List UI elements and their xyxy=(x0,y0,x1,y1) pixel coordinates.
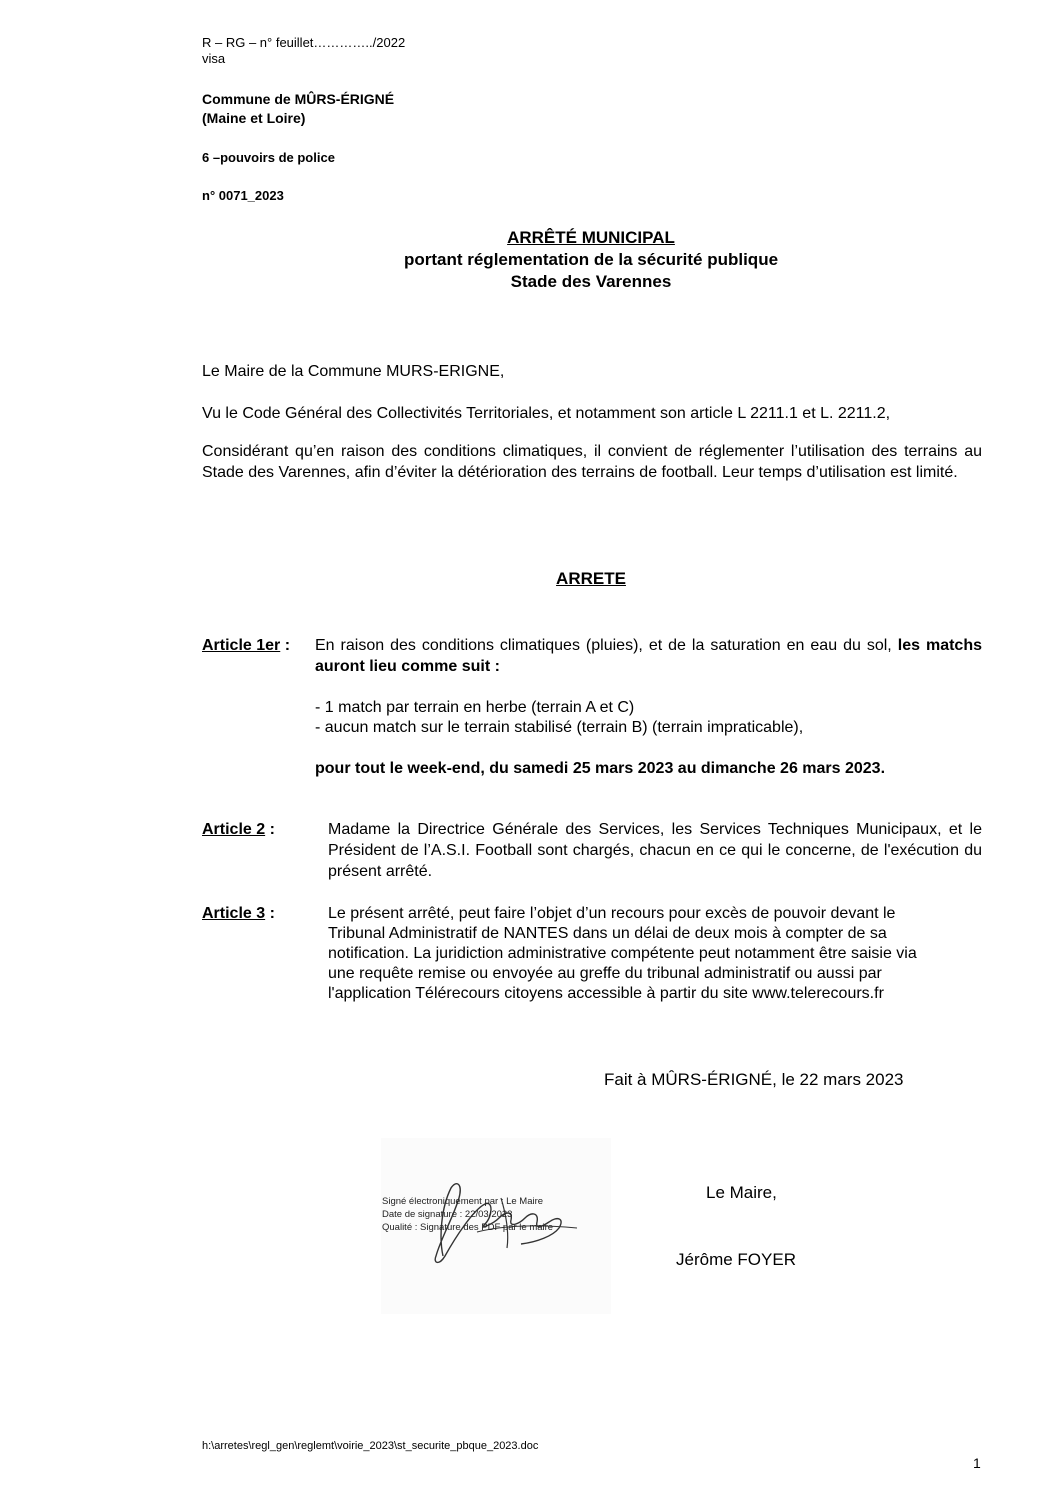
departement: (Maine et Loire) xyxy=(202,110,306,126)
article-1-label xyxy=(202,635,290,656)
article-2-label xyxy=(202,819,275,840)
visa-label: visa xyxy=(202,51,226,66)
arrete-heading: ARRETE xyxy=(556,569,626,588)
decree-location: Stade des Varennes xyxy=(510,272,672,291)
decree-subtitle: portant réglementation de la sécurité publique xyxy=(403,250,779,269)
article-3-line-5: l'application Télérecours citoyens accessible à partir du site www.telerecours.fr xyxy=(328,985,884,1002)
article-1-period: pour tout le week-end, du samedi 25 mars 2023 au dimanche 26 mars 2023. xyxy=(315,760,886,777)
article-3-line-4: une requête remise ou envoyée au greffe du tribunal administratif ou aussi par xyxy=(328,965,882,982)
preamble-maire: Le Maire de la Commune MURS-ERIGNE, xyxy=(202,363,505,380)
signatory-role: Le Maire, xyxy=(706,1183,777,1202)
article-1-label-text: Article 1er xyxy=(202,637,281,654)
commune-name: Commune de MÛRS-ÉRIGNÉ xyxy=(202,91,395,107)
signatory-name: Jérôme FOYER xyxy=(676,1250,796,1269)
article-3-line-3: notification. La juridiction administrative compétente peut notamment être saisie via xyxy=(328,945,917,962)
article-2-text: Madame la Directrice Générale des Services, les Services Techniques Municipaux, et le Président de l’A.S.I. Football sont chargés, chacun en ce qui le concerne, de l'exécution du présent arrêté. xyxy=(328,821,982,880)
reference-line: R – RG – n° feuillet…………../2022 xyxy=(202,35,406,50)
page-number: 1 xyxy=(973,1455,981,1471)
article-1-intro xyxy=(315,635,982,677)
article-1-intro-bold: les matchs auront lieu comme suit : xyxy=(315,637,982,675)
preamble-vu: Vu le Code Général des Collectivités Territoriales, et notamment son article L 2211.1 et L. 2211.2, xyxy=(202,405,891,422)
preamble-considerant: Considérant qu’en raison des conditions climatiques, il convient de réglementer l’utilisation des terrains au Stade des Varennes, afin d’éviter la détérioration des terrains de football. Leur temps d’utilisation est limité. xyxy=(202,443,982,481)
article-3-label-text: Article 3 xyxy=(202,905,266,922)
article-3-label xyxy=(202,903,275,924)
article-1-item-1: - 1 match par terrain en herbe (terrain A et C) xyxy=(315,699,635,716)
article-3-line-2: Tribunal Administratif de NANTES dans un délai de deux mois à compter de sa xyxy=(328,925,887,942)
signature-line-3: Qualité : Signature des PDF par le maire xyxy=(382,1222,554,1233)
article-1-intro-plain: En raison des conditions climatiques (pluies), et de la saturation en eau du sol, xyxy=(315,637,898,654)
place-and-date: Fait à MÛRS-ÉRIGNÉ, le 22 mars 2023 xyxy=(604,1070,904,1089)
signature-line-2: Date de signature : 22/03/2023 xyxy=(382,1209,513,1220)
article-2-label-colon: : xyxy=(265,821,275,838)
article-1-item-2: - aucun match sur le terrain stabilisé (terrain B) (terrain impraticable), xyxy=(315,719,804,736)
article-1-label-colon: : xyxy=(280,637,291,654)
file-path: h:\arretes\regl_gen\reglemt\voirie_2023\st_securite_pbque_2023.doc xyxy=(202,1440,539,1452)
decree-number: n° 0071_2023 xyxy=(202,188,284,203)
category-label: 6 –pouvoirs de police xyxy=(202,150,335,165)
electronic-signature-box xyxy=(381,1138,611,1314)
decree-title: ARRÊTÉ MUNICIPAL xyxy=(507,228,675,247)
article-3-label-colon: : xyxy=(265,905,275,922)
signature-line-1: Signé électroniquement par : Le Maire xyxy=(382,1196,544,1207)
article-2-label-text: Article 2 xyxy=(202,821,266,838)
article-3-line-1: Le présent arrêté, peut faire l’objet d’un recours pour excès de pouvoir devant le xyxy=(328,905,896,922)
